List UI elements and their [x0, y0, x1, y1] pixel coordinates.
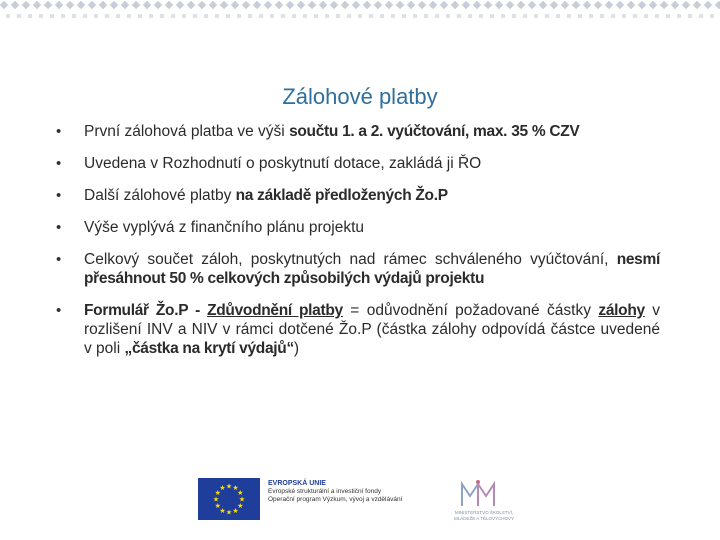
band-pattern-mark — [231, 1, 239, 9]
band-pattern-mark — [545, 14, 549, 18]
band-pattern-mark — [17, 14, 21, 18]
band-pattern-mark — [308, 1, 316, 9]
bullet-bold-text: „částka na krytí výdajů“ — [124, 340, 294, 357]
band-pattern-mark — [594, 1, 602, 9]
band-pattern-mark — [248, 14, 252, 18]
band-pattern-mark — [671, 1, 679, 9]
band-pattern-mark — [633, 14, 637, 18]
band-pattern-mark — [22, 1, 30, 9]
eu-star-icon: ★ — [219, 506, 226, 515]
band-pattern-mark — [363, 1, 371, 9]
band-pattern-mark — [149, 14, 153, 18]
band-pattern-mark — [490, 14, 494, 18]
band-pattern-mark — [446, 14, 450, 18]
eu-star-icon: ★ — [214, 489, 221, 497]
band-pattern-mark — [512, 14, 516, 18]
band-pattern-mark — [275, 1, 283, 9]
bullet-text: v rozlišení INV a NIV v rámci dotčené Žo.P (částka zálohy odpovídá částce uvedené v poli — [84, 302, 660, 357]
bullet-bold-underlined-text: zálohy — [598, 302, 645, 319]
band-pattern-mark — [523, 14, 527, 18]
band-pattern-mark — [710, 14, 714, 18]
band-pattern-mark — [616, 1, 624, 9]
eu-flag-icon — [198, 478, 260, 520]
band-pattern-mark — [539, 1, 547, 9]
band-pattern-mark — [627, 1, 635, 9]
band-pattern-mark — [534, 14, 538, 18]
band-pattern-mark — [11, 1, 19, 9]
band-pattern-mark — [33, 1, 41, 9]
band-pattern-mark — [6, 14, 10, 18]
band-pattern-mark — [292, 14, 296, 18]
band-pattern-mark — [319, 1, 327, 9]
bullet-bold-text: součtu 1. a 2. vyúčtování, max. 35 % CZV — [289, 123, 580, 140]
band-pattern-mark — [495, 1, 503, 9]
band-pattern-mark — [380, 14, 384, 18]
band-pattern-mark — [506, 1, 514, 9]
band-pattern-mark — [391, 14, 395, 18]
band-pattern-mark — [440, 1, 448, 9]
bullet-item — [56, 186, 660, 205]
band-pattern-mark — [358, 14, 362, 18]
bullet-bold-text: Formulář Žo.P - — [84, 302, 208, 319]
band-pattern-mark — [413, 14, 417, 18]
band-pattern-mark — [611, 14, 615, 18]
band-pattern-mark — [44, 1, 52, 9]
page-title: Zálohové platby — [282, 84, 438, 109]
band-pattern-mark — [171, 14, 175, 18]
bullet-text: První zálohová platba ve výši — [84, 123, 290, 140]
band-pattern-mark — [688, 14, 692, 18]
band-pattern-mark — [0, 1, 8, 9]
band-pattern-mark — [204, 14, 208, 18]
band-pattern-mark — [556, 14, 560, 18]
eu-logo-text — [268, 480, 402, 504]
bullet-text: ) — [293, 340, 300, 357]
bullet-bold-underlined-text: Zdůvodnění platby — [207, 302, 343, 319]
band-pattern-mark — [110, 1, 118, 9]
msmt-logo-icon — [458, 478, 498, 510]
decorative-pattern — [0, 0, 720, 36]
eu-star-icon: ★ — [237, 502, 244, 510]
band-pattern-mark — [66, 1, 74, 9]
band-pattern-mark — [303, 14, 307, 18]
band-pattern-mark — [468, 14, 472, 18]
bullet-item — [56, 122, 660, 141]
bullet-item — [56, 154, 660, 173]
band-pattern-mark — [83, 14, 87, 18]
band-pattern-mark — [561, 1, 569, 9]
band-pattern-mark — [462, 1, 470, 9]
bullet-text: Další zálohové platby — [84, 187, 236, 204]
band-pattern-mark — [578, 14, 582, 18]
bullet-bold-text: nesmí přesáhnout 50 % celkových způsobilých výdajů projektu — [84, 251, 660, 287]
band-pattern-mark — [253, 1, 261, 9]
band-pattern-mark — [484, 1, 492, 9]
band-pattern-mark — [286, 1, 294, 9]
band-pattern-mark — [407, 1, 415, 9]
band-pattern-mark — [644, 14, 648, 18]
band-pattern-mark — [215, 14, 219, 18]
band-pattern-mark — [479, 14, 483, 18]
band-pattern-mark — [402, 14, 406, 18]
band-pattern-mark — [677, 14, 681, 18]
band-pattern-mark — [209, 1, 217, 9]
msmt-logo-text: MINISTERSTVO ŠKOLSTVÍ, MLÁDEŽE A TĚLOVÝCHOVY — [454, 510, 514, 521]
band-pattern-mark — [314, 14, 318, 18]
band-pattern-mark — [237, 14, 241, 18]
band-pattern-mark — [259, 14, 263, 18]
band-pattern-mark — [198, 1, 206, 9]
band-pattern-mark — [435, 14, 439, 18]
band-pattern-mark — [605, 1, 613, 9]
band-pattern-mark — [622, 14, 626, 18]
band-pattern-mark — [88, 1, 96, 9]
band-pattern-mark — [517, 1, 525, 9]
band-pattern-mark — [99, 1, 107, 9]
band-pattern-mark — [418, 1, 426, 9]
band-pattern-mark — [385, 1, 393, 9]
bullet-text: Uvedena v Rozhodnutí o poskytnutí dotace, zakládá ji ŘO — [84, 155, 482, 172]
eu-star-icon: ★ — [219, 484, 226, 493]
band-pattern-mark — [270, 14, 274, 18]
eu-line-3: Operační program Výzkum, vývoj a vzdělávání — [268, 496, 403, 503]
band-pattern-mark — [187, 1, 195, 9]
band-pattern-mark — [297, 1, 305, 9]
band-pattern-mark — [374, 1, 382, 9]
eu-star-icon: ★ — [232, 484, 239, 493]
band-pattern-mark — [589, 14, 593, 18]
decorative-top-band — [0, 0, 720, 36]
bullet-item — [56, 250, 660, 288]
band-pattern-mark — [501, 14, 505, 18]
band-pattern-mark — [715, 1, 720, 9]
bullet-text: Výše vyplývá z finančního plánu projektu — [84, 219, 365, 236]
band-pattern-mark — [77, 1, 85, 9]
bullet-text: = odůvodnění požadované částky — [342, 302, 599, 319]
band-pattern-mark — [396, 1, 404, 9]
eu-star-icon: ★ — [225, 508, 233, 517]
band-pattern-mark — [451, 1, 459, 9]
band-pattern-mark — [182, 14, 186, 18]
band-pattern-mark — [341, 1, 349, 9]
band-pattern-mark — [352, 1, 360, 9]
band-pattern-mark — [176, 1, 184, 9]
band-pattern-mark — [528, 1, 536, 9]
band-pattern-mark — [143, 1, 151, 9]
band-pattern-mark — [50, 14, 54, 18]
eu-line-1: EVROPSKÁ UNIE — [268, 480, 326, 487]
band-pattern-mark — [336, 14, 340, 18]
band-pattern-mark — [226, 14, 230, 18]
band-pattern-mark — [649, 1, 657, 9]
band-pattern-mark — [55, 1, 63, 9]
band-pattern-mark — [699, 14, 703, 18]
band-pattern-mark — [424, 14, 428, 18]
band-pattern-mark — [457, 14, 461, 18]
bullet-list — [56, 122, 660, 371]
band-pattern-mark — [154, 1, 162, 9]
band-pattern-mark — [550, 1, 558, 9]
bullet-item — [56, 301, 660, 358]
eu-star-icon: ★ — [238, 495, 246, 504]
bullet-bold-text: na základě předložených Žo.P — [235, 187, 448, 204]
eu-line-2: Evropské strukturální a investiční fondy — [268, 488, 382, 495]
band-pattern-mark — [330, 1, 338, 9]
band-pattern-mark — [264, 1, 272, 9]
band-pattern-mark — [127, 14, 131, 18]
band-pattern-mark — [94, 14, 98, 18]
band-pattern-mark — [220, 1, 228, 9]
band-pattern-mark — [160, 14, 164, 18]
band-pattern-mark — [369, 14, 373, 18]
eu-star-icon: ★ — [214, 502, 221, 510]
footer-logos — [198, 476, 538, 524]
band-pattern-mark — [660, 1, 668, 9]
band-pattern-mark — [281, 14, 285, 18]
band-pattern-mark — [655, 14, 659, 18]
band-pattern-mark — [682, 1, 690, 9]
band-pattern-mark — [572, 1, 580, 9]
band-pattern-mark — [105, 14, 109, 18]
band-pattern-mark — [116, 14, 120, 18]
eu-star-icon: ★ — [212, 495, 220, 504]
band-pattern-mark — [39, 14, 43, 18]
band-pattern-mark — [583, 1, 591, 9]
eu-star-icon: ★ — [237, 489, 244, 497]
band-pattern-mark — [429, 1, 437, 9]
band-pattern-mark — [638, 1, 646, 9]
band-pattern-mark — [165, 1, 173, 9]
band-pattern-mark — [325, 14, 329, 18]
band-pattern-mark — [347, 14, 351, 18]
band-pattern-mark — [666, 14, 670, 18]
eu-star-icon: ★ — [232, 506, 239, 515]
band-pattern-mark — [600, 14, 604, 18]
eu-star-icon: ★ — [225, 482, 233, 491]
band-pattern-mark — [61, 14, 65, 18]
band-pattern-mark — [567, 14, 571, 18]
band-pattern-mark — [132, 1, 140, 9]
band-pattern-mark — [693, 1, 701, 9]
band-pattern-mark — [193, 14, 197, 18]
eu-stars-icon — [198, 478, 260, 520]
bullet-item — [56, 218, 660, 237]
bullet-text: Celkový součet záloh, poskytnutých nad rámec schváleného vyúčtování, — [84, 251, 617, 268]
band-pattern-mark — [138, 14, 142, 18]
band-pattern-mark — [121, 1, 129, 9]
band-pattern-mark — [72, 14, 76, 18]
band-pattern-mark — [242, 1, 250, 9]
band-pattern-mark — [473, 1, 481, 9]
band-pattern-mark — [704, 1, 712, 9]
band-pattern-mark — [28, 14, 32, 18]
